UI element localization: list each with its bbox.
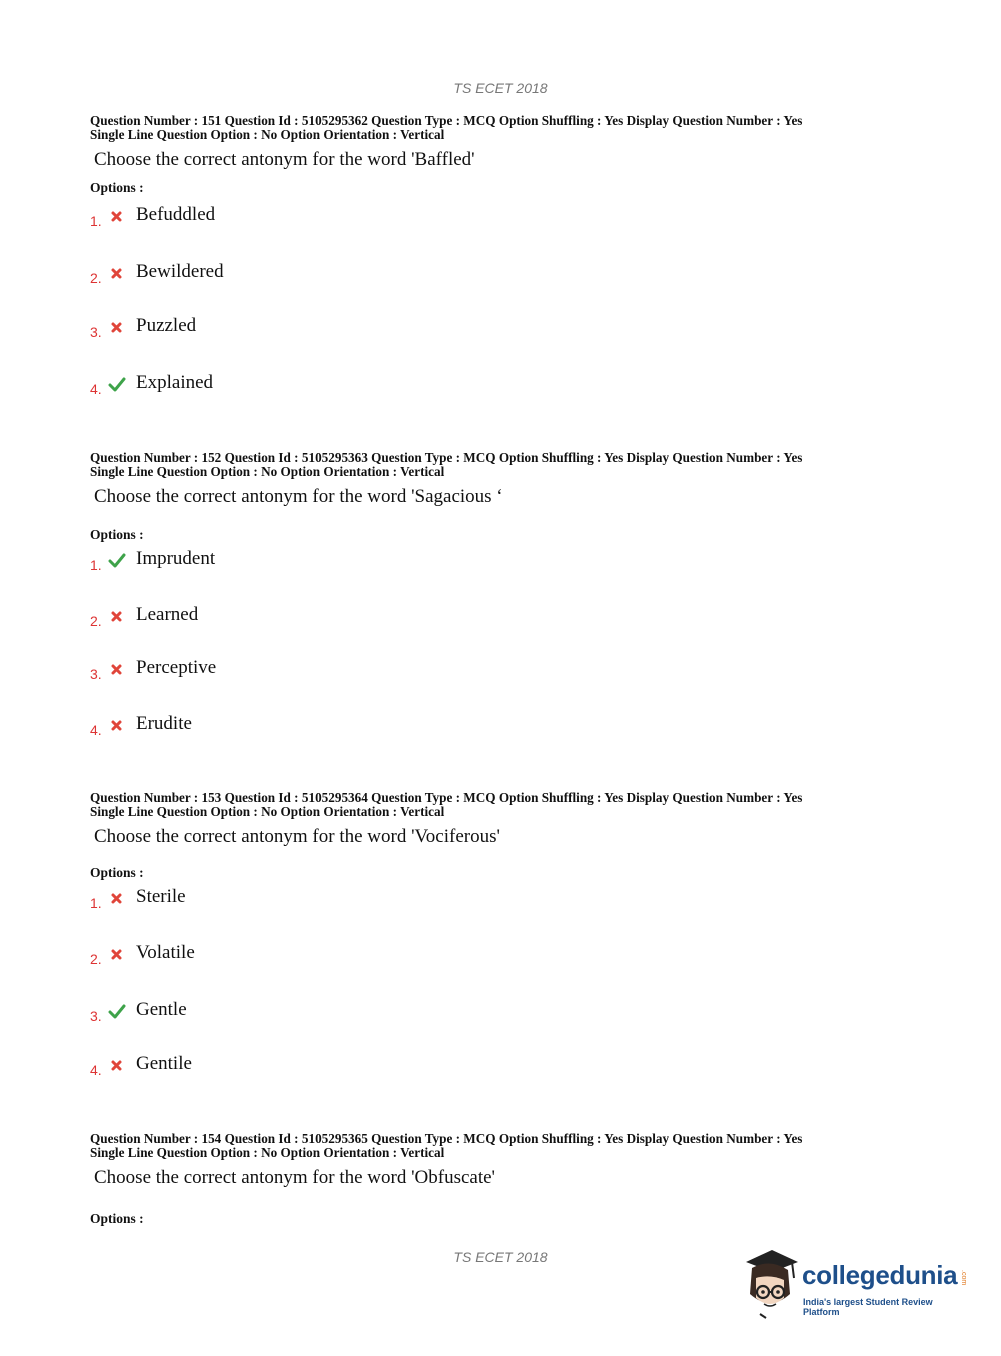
option-item bbox=[90, 885, 490, 913]
option-item bbox=[90, 712, 490, 740]
wrong-cross-icon bbox=[108, 264, 126, 282]
question-block-153 bbox=[90, 790, 910, 1078]
logo-wordmark: collegedunia bbox=[802, 1260, 958, 1290]
correct-check-icon bbox=[108, 1002, 126, 1020]
options-label: Options : bbox=[90, 527, 144, 542]
question-meta-line-1: Question Number : 153 Question Id : 5105295364 Question Type : MCQ Option Shuffling : Yes Display Question Number : Yes bbox=[90, 790, 803, 805]
option-text: Sterile bbox=[136, 886, 186, 907]
option-text: Explained bbox=[136, 372, 214, 393]
option-number: 4. bbox=[90, 1062, 102, 1078]
option-number: 4. bbox=[90, 722, 102, 738]
wrong-cross-icon bbox=[108, 716, 126, 734]
page-footer-title: TS ECET 2018 bbox=[453, 1249, 548, 1265]
question-text: Choose the correct antonym for the word 'Vociferous' bbox=[94, 826, 500, 847]
question-block-154 bbox=[90, 1131, 910, 1226]
wrong-cross-icon bbox=[108, 607, 126, 625]
logo-tagline: India's largest Student Review Platform bbox=[803, 1297, 933, 1317]
option-text: Gentile bbox=[136, 1053, 192, 1074]
option-number: 3. bbox=[90, 666, 102, 682]
option-number: 3. bbox=[90, 324, 102, 340]
question-meta-line-2: Single Line Question Option : No Option Orientation : Vertical bbox=[90, 1145, 445, 1160]
page-header-title: TS ECET 2018 bbox=[453, 80, 548, 96]
option-item bbox=[90, 941, 490, 969]
option-item bbox=[90, 656, 490, 684]
option-number: 2. bbox=[90, 270, 102, 286]
option-item bbox=[90, 1052, 490, 1080]
correct-check-icon bbox=[108, 551, 126, 569]
option-item bbox=[90, 547, 490, 575]
wrong-cross-icon bbox=[108, 889, 126, 907]
wrong-cross-icon bbox=[108, 945, 126, 963]
question-text: Choose the correct antonym for the word 'Baffled' bbox=[94, 149, 475, 170]
logo-com-text: .com bbox=[960, 1270, 967, 1286]
wrong-cross-icon bbox=[108, 1056, 126, 1074]
option-number: 2. bbox=[90, 613, 102, 629]
option-number: 1. bbox=[90, 895, 102, 911]
option-text: Learned bbox=[136, 604, 199, 625]
option-text: Puzzled bbox=[136, 315, 197, 336]
wrong-cross-icon bbox=[108, 207, 126, 225]
option-number: 2. bbox=[90, 951, 102, 967]
option-text: Perceptive bbox=[136, 657, 217, 678]
wrong-cross-icon bbox=[108, 660, 126, 678]
question-meta-line-1: Question Number : 154 Question Id : 5105295365 Question Type : MCQ Option Shuffling : Yes Display Question Number : Yes bbox=[90, 1131, 803, 1146]
option-number: 1. bbox=[90, 213, 102, 229]
question-text: Choose the correct antonym for the word 'Obfuscate' bbox=[94, 1167, 495, 1188]
option-text: Bewildered bbox=[136, 261, 224, 282]
option-text: Volatile bbox=[136, 942, 195, 963]
question-meta-line-1: Question Number : 151 Question Id : 5105295362 Question Type : MCQ Option Shuffling : Yes Display Question Number : Yes bbox=[90, 113, 803, 128]
option-text: Erudite bbox=[136, 713, 192, 734]
option-item bbox=[90, 203, 490, 231]
option-item bbox=[90, 371, 490, 399]
option-number: 4. bbox=[90, 381, 102, 397]
options-label: Options : bbox=[90, 180, 144, 195]
option-item bbox=[90, 998, 490, 1026]
mascot-icon bbox=[740, 1248, 800, 1320]
question-block-151 bbox=[90, 113, 910, 397]
question-meta-line-2: Single Line Question Option : No Option Orientation : Vertical bbox=[90, 464, 445, 479]
correct-check-icon bbox=[108, 375, 126, 393]
question-text: Choose the correct antonym for the word 'Sagacious ‘ bbox=[94, 486, 503, 507]
question-meta-line-2: Single Line Question Option : No Option Orientation : Vertical bbox=[90, 127, 445, 142]
collegedunia-logo bbox=[740, 1248, 970, 1320]
question-block-152 bbox=[90, 450, 910, 738]
wrong-cross-icon bbox=[108, 318, 126, 336]
option-text: Gentle bbox=[136, 999, 187, 1020]
question-meta-line-2: Single Line Question Option : No Option Orientation : Vertical bbox=[90, 804, 445, 819]
options-label: Options : bbox=[90, 865, 144, 880]
option-number: 3. bbox=[90, 1008, 102, 1024]
option-item bbox=[90, 314, 490, 342]
option-number: 1. bbox=[90, 557, 102, 573]
option-item bbox=[90, 603, 490, 631]
option-text: Imprudent bbox=[136, 548, 216, 569]
option-text: Befuddled bbox=[136, 204, 216, 225]
option-item bbox=[90, 260, 490, 288]
options-label: Options : bbox=[90, 1211, 144, 1226]
question-meta-line-1: Question Number : 152 Question Id : 5105295363 Question Type : MCQ Option Shuffling : Yes Display Question Number : Yes bbox=[90, 450, 803, 465]
